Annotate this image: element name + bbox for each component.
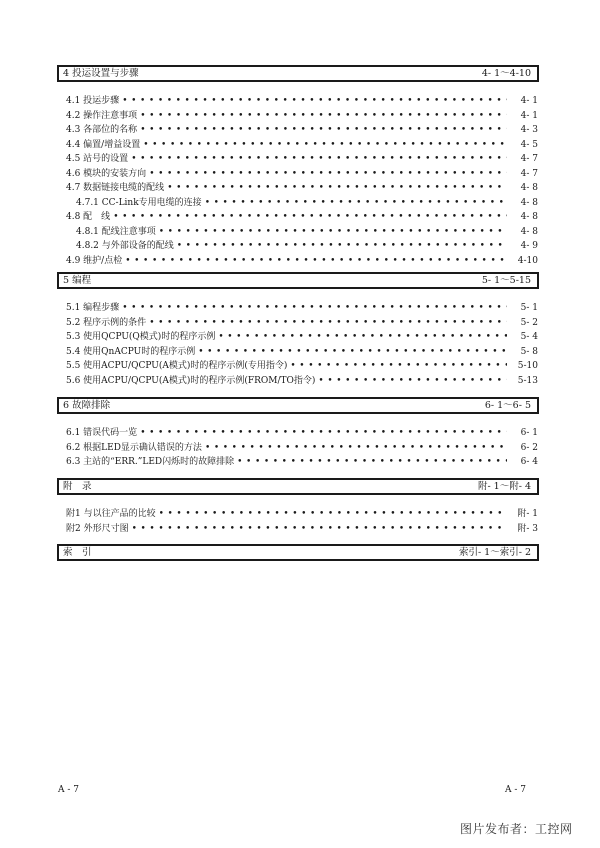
toc-entry-page: 4- 8 [520, 212, 538, 222]
toc-list-appendix [66, 506, 538, 535]
toc-entry-title: 5.3 使用QCPU(Q模式)时的程序示例 [66, 332, 216, 342]
toc-entry-page: 4- 8 [520, 226, 538, 237]
section-range: 5- 1～5-15 [481, 274, 531, 286]
toc-entry-title: 4.5 站号的设置 [66, 154, 129, 164]
toc-entry[interactable] [66, 209, 538, 224]
section-heading: 附 录 [63, 480, 92, 492]
toc-entry-title: 4.7 数据链接电缆的配线 [66, 183, 165, 193]
leader-dots [125, 256, 507, 266]
toc-entry-page: 5- 1 [520, 303, 538, 313]
toc-entry[interactable] [66, 506, 538, 521]
leader-dots [149, 169, 507, 179]
toc-entry[interactable] [66, 180, 538, 195]
leader-dots [132, 524, 507, 534]
leader-dots [140, 428, 507, 438]
toc-entry-title: 附1 与以往产品的比较 [66, 509, 156, 519]
leader-dots [205, 198, 507, 208]
leader-dots [198, 347, 507, 357]
leader-dots [218, 332, 507, 342]
toc-entry-title: 4.4 偏置/增益设置 [66, 139, 141, 150]
toc-entry[interactable] [66, 329, 538, 344]
toc-entry-page: 6- 4 [520, 457, 538, 467]
toc-entry-page: 4- 7 [520, 154, 538, 164]
toc-entry-title: 4.3 各部位的名称 [66, 125, 138, 135]
toc-subentry[interactable] [66, 195, 538, 210]
toc-entry[interactable] [66, 373, 538, 388]
toc-entry[interactable] [66, 315, 538, 330]
toc-entry-title: 4.2 操作注意事项 [66, 110, 138, 121]
toc-entry[interactable] [66, 122, 538, 137]
toc-entry-title: 4.1 投运步骤 [66, 96, 120, 106]
toc-entry-page: 附- 1 [517, 509, 538, 519]
toc-list-section-4 [66, 93, 538, 267]
toc-entry-page: 4- 1 [520, 110, 538, 121]
leader-dots [167, 183, 507, 193]
section-range: 附- 1～附- 4 [477, 480, 531, 492]
leader-dots [140, 111, 507, 121]
section-header-6 [57, 397, 539, 414]
toc-entry-title: 4.6 模块的安装方向 [66, 168, 147, 179]
toc-entry-page: 4- 3 [520, 125, 538, 135]
toc-subentry[interactable] [66, 238, 538, 253]
toc-entry-page: 5- 4 [520, 332, 538, 342]
section-range: 索引- 1～索引- 2 [458, 546, 531, 558]
leader-dots [159, 509, 507, 519]
toc-entry-title: 6.2 根据LED显示确认错误的方法 [66, 442, 202, 453]
toc-entry-title: 5.2 程序示例的条件 [66, 317, 147, 328]
toc-entry-page: 6- 2 [520, 442, 538, 453]
leader-dots [140, 125, 507, 135]
section-heading: 5 编程 [63, 274, 92, 286]
leader-dots [318, 376, 507, 386]
section-range: 4- 1～4-10 [481, 67, 531, 79]
toc-entry[interactable] [66, 151, 538, 166]
leader-dots [113, 212, 507, 222]
toc-entry-page: 4- 8 [520, 197, 538, 208]
toc-entry-page: 5- 8 [520, 346, 538, 357]
toc-entry-page: 4- 1 [520, 96, 538, 106]
toc-entry-page: 5- 2 [520, 317, 538, 328]
toc-entry[interactable] [66, 454, 538, 469]
toc-entry[interactable] [66, 137, 538, 152]
publisher-watermark: 图片发布者：工控网 [460, 822, 573, 836]
toc-entry-title: 4.9 维护/点检 [66, 255, 123, 266]
leader-dots [122, 96, 507, 106]
toc-entry-page: 附- 3 [517, 523, 538, 534]
toc-entry[interactable] [66, 93, 538, 108]
toc-entry-title: 5.5 使用ACPU/QCPU(A模式)时的程序示例(专用指令) [66, 361, 288, 371]
toc-entry[interactable] [66, 521, 538, 536]
toc-entry-page: 5-13 [517, 375, 538, 386]
leader-dots [177, 241, 507, 251]
toc-entry[interactable] [66, 425, 538, 440]
toc-entry-title: 4.8.2 与外部设备的配线 [76, 241, 174, 251]
toc-entry[interactable] [66, 300, 538, 315]
toc-list-section-6 [66, 425, 538, 469]
leader-dots [205, 443, 507, 453]
section-header-5 [57, 272, 539, 289]
section-header-appendix [57, 478, 539, 495]
toc-entry-page: 4- 8 [520, 183, 538, 193]
toc-entry-title: 附2 外形尺寸图 [66, 523, 129, 534]
leader-dots [143, 140, 507, 150]
section-header-4 [57, 65, 539, 82]
section-heading: 6 故障排除 [63, 399, 111, 411]
leader-dots [290, 361, 507, 371]
toc-entry-page: 4- 9 [520, 241, 538, 251]
toc-entry-page: 4- 5 [520, 139, 538, 150]
toc-entry-title: 6.3 主站的“ERR.”LED闪烁时的故障排除 [66, 457, 235, 467]
toc-entry-title: 4.7.1 CC-Link专用电缆的连接 [76, 197, 202, 208]
toc-entry-page: 4-10 [517, 255, 538, 266]
section-heading: 索 引 [63, 546, 92, 558]
toc-list-section-5 [66, 300, 538, 387]
toc-entry[interactable] [66, 108, 538, 123]
toc-entry-title: 4.8 配 线 [66, 212, 111, 222]
leader-dots [122, 303, 507, 313]
toc-entry[interactable] [66, 253, 538, 268]
toc-entry[interactable] [66, 440, 538, 455]
toc-entry[interactable] [66, 166, 538, 181]
toc-subentry[interactable] [66, 224, 538, 239]
toc-entry-page: 6- 1 [520, 428, 538, 438]
leader-dots [237, 457, 507, 467]
footer-page-number-right: A - 7 [505, 785, 526, 795]
footer-page-number-left: A - 7 [58, 785, 79, 795]
toc-entry-title: 5.6 使用ACPU/QCPU(A模式)时的程序示例(FROM/TO指令) [66, 375, 316, 386]
leader-dots [131, 154, 507, 164]
leader-dots [159, 227, 507, 237]
toc-entry[interactable] [66, 344, 538, 359]
leader-dots [149, 318, 507, 328]
toc-entry-page: 5-10 [517, 361, 538, 371]
toc-entry-title: 6.1 错误代码一览 [66, 428, 138, 438]
section-range: 6- 1～6- 5 [484, 399, 531, 411]
toc-entry-title: 5.1 编程步骤 [66, 303, 120, 313]
toc-entry-page: 4- 7 [520, 168, 538, 179]
section-heading: 4 投运设置与步骤 [63, 67, 139, 79]
section-header-index [57, 544, 539, 561]
toc-entry-title: 5.4 使用QnACPU时的程序示例 [66, 346, 196, 357]
toc-entry[interactable] [66, 358, 538, 373]
toc-entry-title: 4.8.1 配线注意事项 [76, 226, 156, 237]
